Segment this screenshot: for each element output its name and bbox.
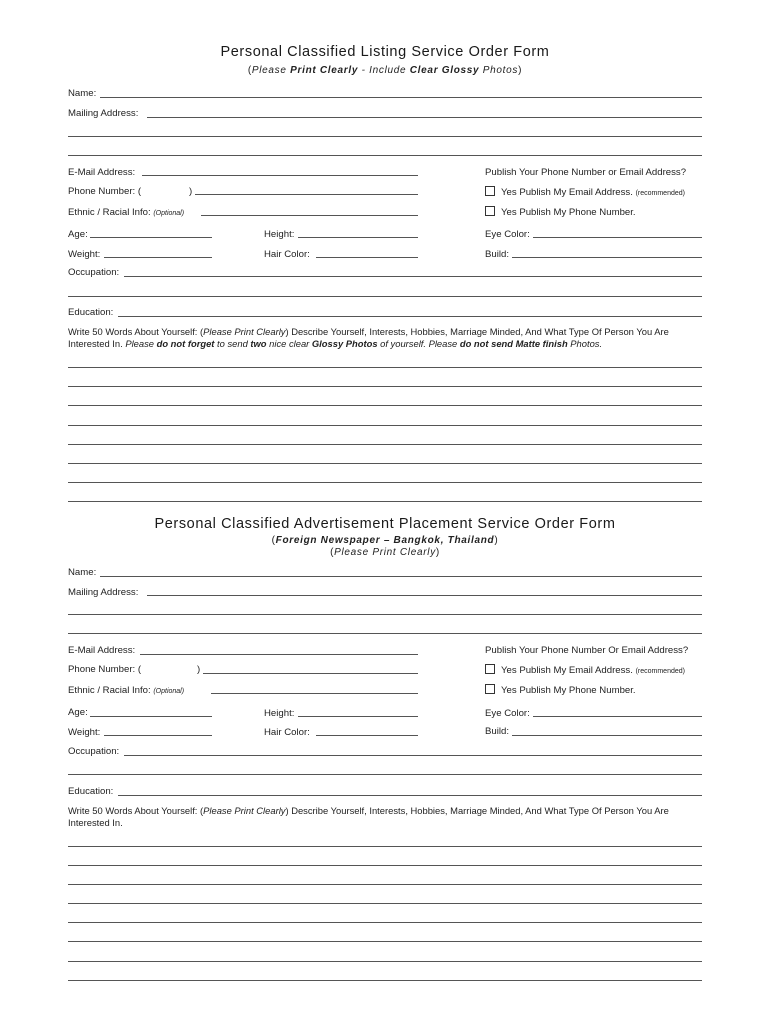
form2-ethnic-label: Ethnic / Racial Info: (Optional) [68, 685, 185, 696]
form1-age-label: Age: [68, 229, 88, 240]
form2-publish-question: Publish Your Phone Number Or Email Address? [485, 645, 689, 656]
form1-essay-line[interactable] [68, 386, 702, 387]
form1-phone-field[interactable] [195, 194, 418, 195]
form1-subtitle: (Please Print Clearly - Include Clear Glossy Photos) [247, 65, 523, 76]
form2-essay-line[interactable] [68, 980, 702, 981]
form2-essay-line[interactable] [68, 922, 702, 923]
form1-education-label: Education: [68, 307, 114, 318]
form2-build-field[interactable] [512, 735, 702, 736]
form2-phone-paren: ) [197, 664, 201, 675]
form1-mailing-field-2[interactable] [68, 136, 702, 137]
form1-publish-phone-checkbox[interactable] [485, 206, 495, 216]
form2-education-field[interactable] [118, 795, 702, 796]
form1-publish-question: Publish Your Phone Number or Email Address? [485, 167, 687, 178]
form2-hair-label: Hair Color: [264, 727, 310, 738]
form2-mailing-label: Mailing Address: [68, 587, 139, 598]
form1-essay-line[interactable] [68, 425, 702, 426]
form1-name-label: Name: [68, 88, 97, 99]
form1-occupation-field[interactable] [124, 276, 702, 277]
form1-essay-line[interactable] [68, 482, 702, 483]
form1-weight-field[interactable] [104, 257, 212, 258]
form1-name-field[interactable] [100, 97, 702, 98]
form2-phone-label: Phone Number: ( [68, 664, 142, 675]
form1-build-field[interactable] [512, 257, 702, 258]
form2-eye-field[interactable] [533, 716, 702, 717]
form2-write-instructions: Write 50 Words About Yourself: (Please Print Clearly) Describe Yourself, Interests, Hobbies, Marriage Minded, And What Type Of Person You Are Interested In. [68, 805, 669, 828]
form1-hair-field[interactable] [316, 257, 418, 258]
form1-mailing-field[interactable] [147, 117, 702, 118]
form1-weight-label: Weight: [68, 249, 101, 260]
form2-email-field[interactable] [140, 654, 418, 655]
form1-height-label: Height: [264, 229, 295, 240]
form1-age-field[interactable] [90, 237, 212, 238]
form1-essay-line[interactable] [68, 501, 702, 502]
form2-occupation-field[interactable] [124, 755, 702, 756]
form1-email-label: E-Mail Address: [68, 167, 136, 178]
form2-email-label: E-Mail Address: [68, 645, 136, 656]
form1-occupation-field-2[interactable] [68, 296, 702, 297]
form2-essay-line[interactable] [68, 846, 702, 847]
form2-hair-field[interactable] [316, 735, 418, 736]
form1-phone-label: Phone Number: ( [68, 186, 142, 197]
form2-age-field[interactable] [90, 716, 212, 717]
form2-education-label: Education: [68, 786, 114, 797]
form2-ethnic-field[interactable] [211, 693, 418, 694]
form2-height-field[interactable] [298, 716, 418, 717]
form2-mailing-field[interactable] [147, 595, 702, 596]
form2-weight-field[interactable] [104, 735, 212, 736]
form2-occupation-field-2[interactable] [68, 774, 702, 775]
form2-publish-phone-checkbox[interactable] [485, 684, 495, 694]
form2-phone-field[interactable] [203, 673, 418, 674]
form1-title: Personal Classified Listing Service Order Form [220, 44, 550, 60]
form2-title: Personal Classified Advertisement Placement Service Order Form [154, 516, 616, 532]
form2-essay-line[interactable] [68, 941, 702, 942]
form2-weight-label: Weight: [68, 727, 101, 738]
form1-essay-line[interactable] [68, 444, 702, 445]
form1-occupation-label: Occupation: [68, 267, 120, 278]
form2-subtitle-1: (Foreign Newspaper – Bangkok, Thailand) [271, 535, 499, 546]
form2-publish-email-option[interactable]: Yes Publish My Email Address. (recommended) [485, 664, 685, 676]
form1-essay-line[interactable] [68, 463, 702, 464]
form2-mailing-field-3[interactable] [68, 633, 702, 634]
form1-phone-paren: ) [189, 186, 193, 197]
form1-publish-phone-option[interactable]: Yes Publish My Phone Number. [485, 206, 636, 218]
form2-name-field[interactable] [100, 576, 702, 577]
form2-build-label: Build: [485, 726, 509, 737]
form2-essay-line[interactable] [68, 884, 702, 885]
form1-write-instructions: Write 50 Words About Yourself: (Please Print Clearly) Describe Yourself, Interests, Hobbies, Marriage Minded, And What Type Of Person You Are Interested In. Please do not forget to send two nice clear Glossy Photos of yourself. Please do not send Matte finish Photos. [68, 326, 669, 349]
form1-build-label: Build: [485, 249, 509, 260]
form1-ethnic-field[interactable] [201, 215, 418, 216]
form2-publish-email-checkbox[interactable] [485, 664, 495, 674]
form2-occupation-label: Occupation: [68, 746, 120, 757]
form2-mailing-field-2[interactable] [68, 614, 702, 615]
form1-email-field[interactable] [142, 175, 418, 176]
form2-height-label: Height: [264, 708, 295, 719]
form1-essay-line[interactable] [68, 367, 702, 368]
form1-education-field[interactable] [118, 316, 702, 317]
form2-essay-line[interactable] [68, 865, 702, 866]
form1-height-field[interactable] [298, 237, 418, 238]
form1-publish-email-checkbox[interactable] [485, 186, 495, 196]
form1-hair-label: Hair Color: [264, 249, 310, 260]
form1-ethnic-label: Ethnic / Racial Info: (Optional) [68, 207, 185, 218]
form1-eye-label: Eye Color: [485, 229, 530, 240]
form2-name-label: Name: [68, 567, 97, 578]
form1-mailing-field-3[interactable] [68, 155, 702, 156]
form1-mailing-label: Mailing Address: [68, 108, 139, 119]
form2-essay-line[interactable] [68, 961, 702, 962]
form2-essay-line[interactable] [68, 903, 702, 904]
form2-publish-phone-option[interactable]: Yes Publish My Phone Number. [485, 684, 636, 696]
form1-eye-field[interactable] [533, 237, 702, 238]
form2-eye-label: Eye Color: [485, 708, 530, 719]
form2-subtitle-2: (Please Print Clearly) [330, 547, 440, 558]
form2-age-label: Age: [68, 707, 88, 718]
form1-publish-email-option[interactable]: Yes Publish My Email Address. (recommended) [485, 186, 685, 198]
form1-essay-line[interactable] [68, 405, 702, 406]
